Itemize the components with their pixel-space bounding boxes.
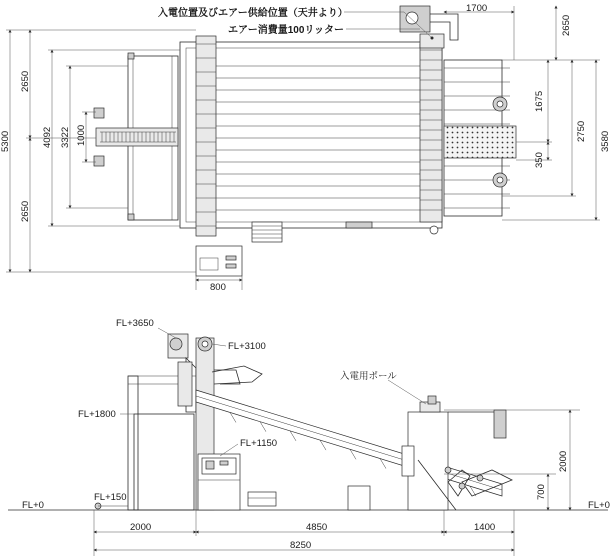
plan-view <box>0 3 611 293</box>
label-fl-1800: FL+1800 <box>78 409 116 420</box>
dim-right-2650: 2650 <box>561 14 572 36</box>
dim-left-4092: 4092 <box>42 126 53 148</box>
label-power-pole: 入電用ポール <box>340 371 397 382</box>
dim-top-1700: 1700 <box>466 3 488 14</box>
dim-1400: 1400 <box>474 522 496 533</box>
dim-left-5300: 5300 <box>0 130 11 152</box>
dim-right-3580: 3580 <box>600 130 611 152</box>
label-fl-3650: FL+3650 <box>116 318 154 329</box>
dim-left-3322: 3322 <box>60 126 71 148</box>
dim-8250: 8250 <box>290 540 312 551</box>
label-fl-150: FL+150 <box>94 492 127 503</box>
label-fl-3100: FL+3100 <box>228 341 266 352</box>
label-fl-1150: FL+1150 <box>240 438 278 449</box>
plan-main-body <box>180 42 442 228</box>
dim-left-2650-bottom: 2650 <box>20 200 31 222</box>
dim-left-1000: 1000 <box>76 124 87 146</box>
plan-feed-column <box>196 36 216 236</box>
plan-dotted-belt <box>444 126 516 158</box>
dim-left-2650-top: 2650 <box>20 70 31 92</box>
plan-control-panel <box>196 246 242 276</box>
callout-air-usage: エアー消費量100リッター <box>228 25 344 36</box>
elev-left-frame <box>134 414 194 510</box>
dim-2000-right: 2000 <box>558 450 569 472</box>
dim-right-1675: 1675 <box>534 90 545 112</box>
elev-upper-motor <box>170 338 182 350</box>
dim-bottom-800: 800 <box>210 282 226 293</box>
dim-right-2750: 2750 <box>576 120 587 142</box>
dim-2000-left: 2000 <box>130 522 152 533</box>
plan-steps <box>252 222 282 242</box>
plan-feed-conveyor <box>96 128 178 146</box>
callout-power-air: 入電位置及びエアー供給位置（天井より） <box>158 8 348 19</box>
dim-700: 700 <box>536 484 547 500</box>
label-fl-0-left: FL+0 <box>22 500 44 511</box>
label-fl-0-right: FL+0 <box>588 500 610 511</box>
dim-4850: 4850 <box>306 522 328 533</box>
elevation-view <box>8 318 610 556</box>
dim-right-350: 350 <box>534 152 545 168</box>
